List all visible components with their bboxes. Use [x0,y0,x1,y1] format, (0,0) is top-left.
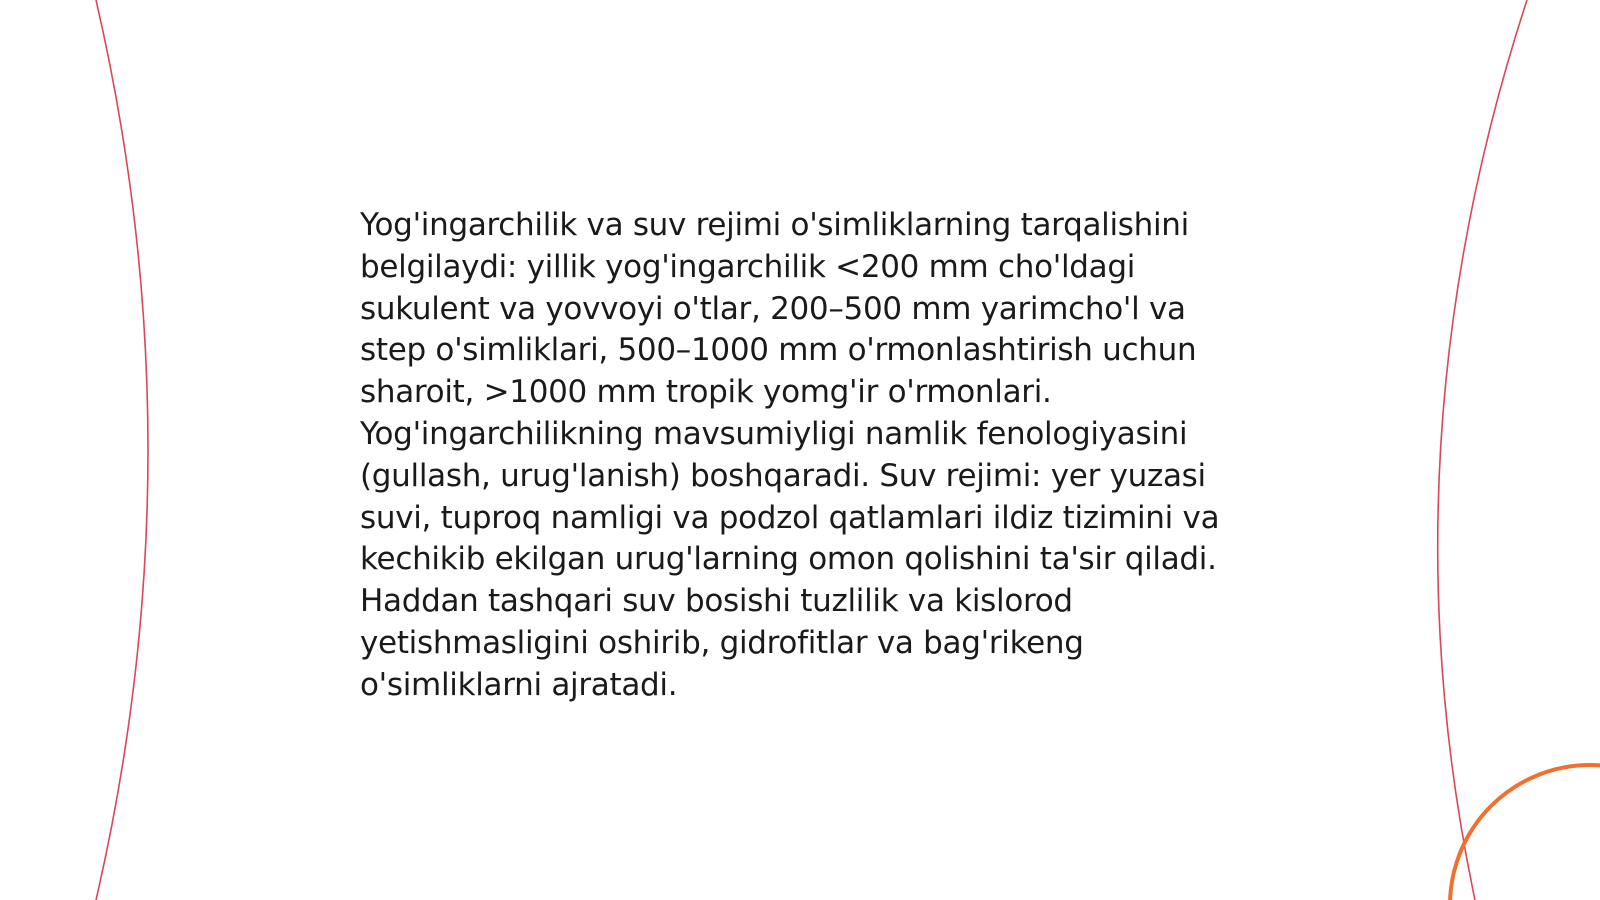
corner-accent-arc [1450,765,1600,900]
left-curve-line [96,0,148,900]
body-paragraph: Yog'ingarchilik va suv rejimi o'simliklarning tarqalishini belgilaydi: yillik yog'ingarchilik <200 mm cho'ldagi sukulent va yovvoyi o'tlar, 200–500 mm yarimcho'l va step o'simliklari, 500–1000 mm o'rmonlashtirish uchun sharoit, >1000 mm tropik yomg'ir o'rmonlari. Yog'ingarchilikning mavsumiyligi namlik fenologiyasini (gullash, urug'lanish) boshqaradi. Suv rejimi: yer yuzasi suvi, tuproq namligi va podzol qatlamlari ildiz tizimini va kechikib ekilgan urug'larning omon qolishini ta'sir qiladi. Haddan tashqari suv bosishi tuzlilik va kislorod yetishmasligini oshirib, gidrofitlar va bag'rikeng o'simliklarni ajratadi. [360,207,1220,703]
right-curve-line [1438,0,1527,900]
